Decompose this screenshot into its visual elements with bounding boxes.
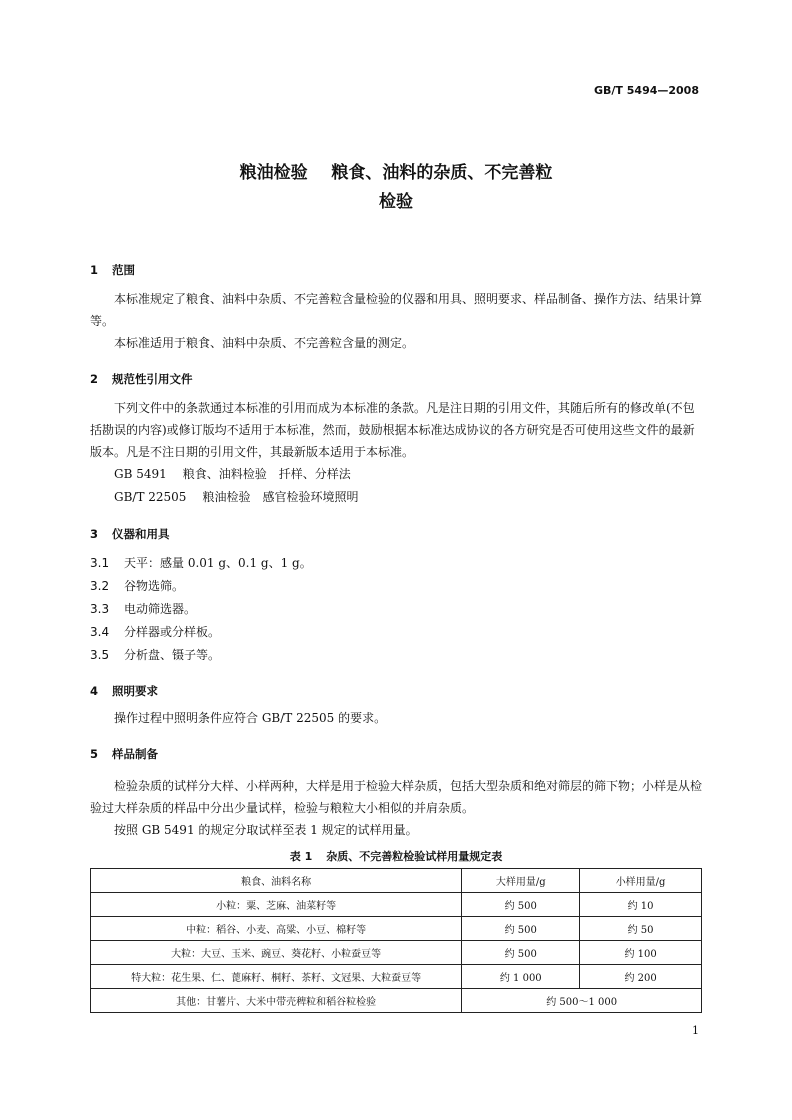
table-row [91,989,702,1013]
table-cell: 约 1 000 [462,965,580,989]
table-row [91,965,702,989]
reference-item [114,463,351,485]
equipment-item [90,622,220,642]
section-title: 范围 [112,263,135,277]
section-number: 2 [90,372,99,386]
section-2-paragraph-1: 下列文件中的条款通过本标准的引用而成为本标准的条款。凡是注日期的引用文件，其随后所有的修改单(不包括勘误的内容)或修订版均不适用于本标准，然而，鼓励根据本标准达成协议的各方研究是否可使用这些文件的最新版本。凡是不注日期的引用文件，其最新版本适用于本标准。 [90,401,695,459]
section-number: 5 [90,747,99,761]
table-cell: 中粒：稻谷、小麦、高粱、小豆、棉籽等 [91,917,462,941]
section-5-paragraph-1: 检验杂质的试样分大样、小样两种，大样是用于检验大样杂质，包括大型杂质和绝对筛层的筛下物；小样是从检验过大样杂质的样品中分出少量试样，检验与粮粒大小相似的并肩杂质。 [90,779,703,815]
item-text: 天平：感量 0.01 g、0.1 g、1 g。 [124,556,312,570]
equipment-item [90,645,220,665]
table-cell: 大粒：大豆、玉米、豌豆、葵花籽、小粒蚕豆等 [91,941,462,965]
section-title: 仪器和用具 [112,527,170,541]
table-cell: 约 50 [580,917,702,941]
section-3-heading [90,526,170,542]
table-number: 表 1 [289,850,313,863]
table-title: 杂质、不完善粒检验试样用量规定表 [326,850,503,863]
table-row [91,941,702,965]
document-title-line1: 粮油检验 粮食、油料的杂质、不完善粒 [239,163,553,183]
section-title: 规范性引用文件 [112,372,193,386]
item-number: 3.5 [90,648,110,662]
section-5-paragraph-2: 按照 GB 5491 的规定分取试样至表 1 规定的试样用量。 [114,823,418,837]
table-caption [0,848,792,864]
item-number: 3.2 [90,579,110,593]
item-text: 谷物选筛。 [124,579,185,593]
standard-code: GB/T 5494—2008 [594,84,699,97]
reference-code: GB/T 22505 [114,490,187,504]
table-cell: 小粒：粟、芝麻、油菜籽等 [91,893,462,917]
item-number: 3.4 [90,625,110,639]
equipment-item [90,553,312,573]
section-number: 1 [90,263,99,277]
table-row [91,917,702,941]
section-5-heading [90,746,158,762]
sample-quantity-table [90,868,702,1013]
column-header: 粮食、油料名称 [91,869,462,893]
table-cell: 约 200 [580,965,702,989]
page-number: 1 [692,1024,699,1037]
document-title-line2: 检验 [379,192,413,212]
section-number: 3 [90,527,99,541]
table-header-row [91,869,702,893]
section-title: 样品制备 [112,747,158,761]
item-number: 3.1 [90,556,110,570]
section-1-paragraph-2: 本标准适用于粮食、油料中杂质、不完善粒含量的测定。 [114,336,415,350]
reference-title: 粮食、油料检验 扦样、分样法 [182,467,351,481]
column-header: 大样用量/g [462,869,580,893]
reference-title: 粮油检验 感官检验环境照明 [202,490,359,504]
section-number: 4 [90,684,99,698]
section-1-paragraph-1: 本标准规定了粮食、油料中杂质、不完善粒含量检验的仪器和用具、照明要求、样品制备、操作方法、结果计算等。 [90,292,703,328]
item-text: 电动筛选器。 [124,602,197,616]
section-title: 照明要求 [112,684,158,698]
equipment-item [90,599,196,619]
section-4-paragraph-1: 操作过程中照明条件应符合 GB/T 22505 的要求。 [114,711,387,725]
reference-code: GB 5491 [114,467,167,481]
reference-item [114,486,358,508]
table-cell: 约 10 [580,893,702,917]
table-cell: 特大粒：花生果、仁、蓖麻籽、桐籽、茶籽、文冠果、大粒蚕豆等 [91,965,462,989]
section-2-heading [90,371,193,387]
table-cell: 约 100 [580,941,702,965]
item-text: 分样器或分样板。 [124,625,221,639]
table-cell: 其他：甘薯片、大米中带壳稗粒和稻谷粒检验 [91,989,462,1013]
table-cell: 约 500 [462,917,580,941]
table-row [91,893,702,917]
column-header: 小样用量/g [580,869,702,893]
section-1-heading [90,262,135,278]
table-cell: 约 500 [462,941,580,965]
item-text: 分析盘、镊子等。 [124,648,221,662]
table-cell: 约 500 [462,893,580,917]
item-number: 3.3 [90,602,110,616]
section-4-heading [90,683,158,699]
table-cell-merged: 约 500～1 000 [462,989,702,1013]
equipment-item [90,576,184,596]
